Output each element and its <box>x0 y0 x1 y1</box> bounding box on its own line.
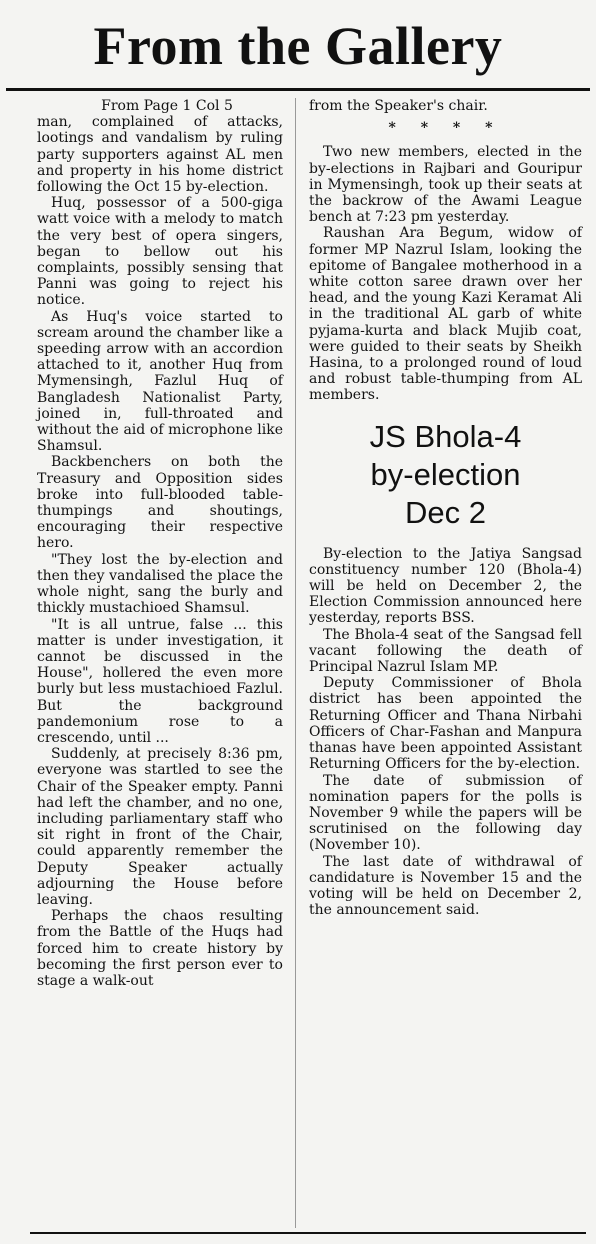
article-paragraph: As Huq's voice started to scream around the chamber like a speeding arrow with an accordion attached to it, another Huq from Mymensingh, Fazlul Huq of Bangladesh Nationalist Party, joined in, full-throated and without the aid of microphone like Shamsul. <box>37 308 283 455</box>
article-paragraph: By-election to the Jatiya Sangsad constituency number 120 (Bhola-4) will be held on December 2, the Election Commission announced here yesterday, reports BSS. <box>309 545 582 627</box>
subheadline <box>309 418 582 532</box>
headline: From the Gallery <box>93 16 503 76</box>
column-divider <box>295 98 296 1228</box>
article-paragraph: Deputy Commissioner of Bhola district has been appointed the Returning Officer and Thana Nirbahi Officers of Char-Fashan and Manpura thanas have been appointed Assistant Returning Officers for the by-election. <box>309 675 582 773</box>
subheadline-line: by-election <box>370 456 521 492</box>
headline-rule <box>6 88 590 91</box>
article-paragraph: Perhaps the chaos resulting from the Battle of the Huqs had forced him to create history by becoming the first person ever to stage a walk-out <box>37 908 283 989</box>
article-paragraph: "It is all untrue, false ... this matter is under investigation, it cannot be discussed in the House", hollered the even more burly but less mustachioed Fazlul. But the background pandemonium rose to a crescendo, until ... <box>37 616 283 746</box>
article-paragraph: The date of submission of nomination papers for the polls is November 9 while the papers will be scrutinised on the following day (November 10). <box>309 772 582 854</box>
article-paragraph: Raushan Ara Begum, widow of former MP Nazrul Islam, looking the epitome of Bangalee motherhood in a white cotton saree drawn over her head, and the young Kazi Keramat Ali in the traditional AL garb of white pyjama-kurta and black Mujib coat, were guided to their seats by Sheikh Hasina, to a prolonged round of loud and robust table-thumping from AL members. <box>309 225 582 404</box>
article-paragraph: man, complained of attacks, lootings and vandalism by ruling party supporters against AL men and property in his home district following the Oct 15 by-election. <box>37 114 283 196</box>
continuation-line: from the Speaker's chair. <box>309 98 488 114</box>
section-separator: * * * * <box>388 120 503 137</box>
article-paragraph: Backbenchers on both the Treasury and Opposition sides broke into full-blooded table-thumpings and shoutings, encouraging their respective hero. <box>37 454 283 552</box>
left-column <box>37 98 283 989</box>
article-paragraph: Suddenly, at precisely 8:36 pm, everyone was startled to see the Chair of the Speaker empty. Panni had left the chamber, and no one, including parliamentary staff who sit right in front of the Chair, could apparently remember the Deputy Speaker actually adjourning the House before leaving. <box>37 746 283 908</box>
article-paragraph: Huq, possessor of a 500-giga watt voice with a melody to match the very best of opera singers, began to bellow out his complaints, possibly sensing that Panni was going to reject his notice. <box>37 195 283 309</box>
subheadline-line: Dec 2 <box>405 494 486 530</box>
article-paragraph: The last date of withdrawal of candidature is November 15 and the voting will be held on December 2, the announcement said. <box>309 853 582 919</box>
article-paragraph: Two new members, elected in the by-elections in Rajbari and Gouripur in Mymensingh, took up their seats at the backrow of the Awami League bench at 7:23 pm yesterday. <box>309 144 582 226</box>
right-column <box>309 98 582 918</box>
bottom-rule <box>30 1232 586 1234</box>
article-paragraph: "They lost the by-election and then they vandalised the place the whole night, sang the burly and thickly mustachioed Shamsul. <box>37 551 283 617</box>
subheadline-line: JS Bhola-4 <box>369 418 522 454</box>
jump-line: From Page 1 Col 5 <box>101 98 233 114</box>
article-paragraph: The Bhola-4 seat of the Sangsad fell vacant following the death of Principal Nazrul Islam MP. <box>309 626 582 676</box>
